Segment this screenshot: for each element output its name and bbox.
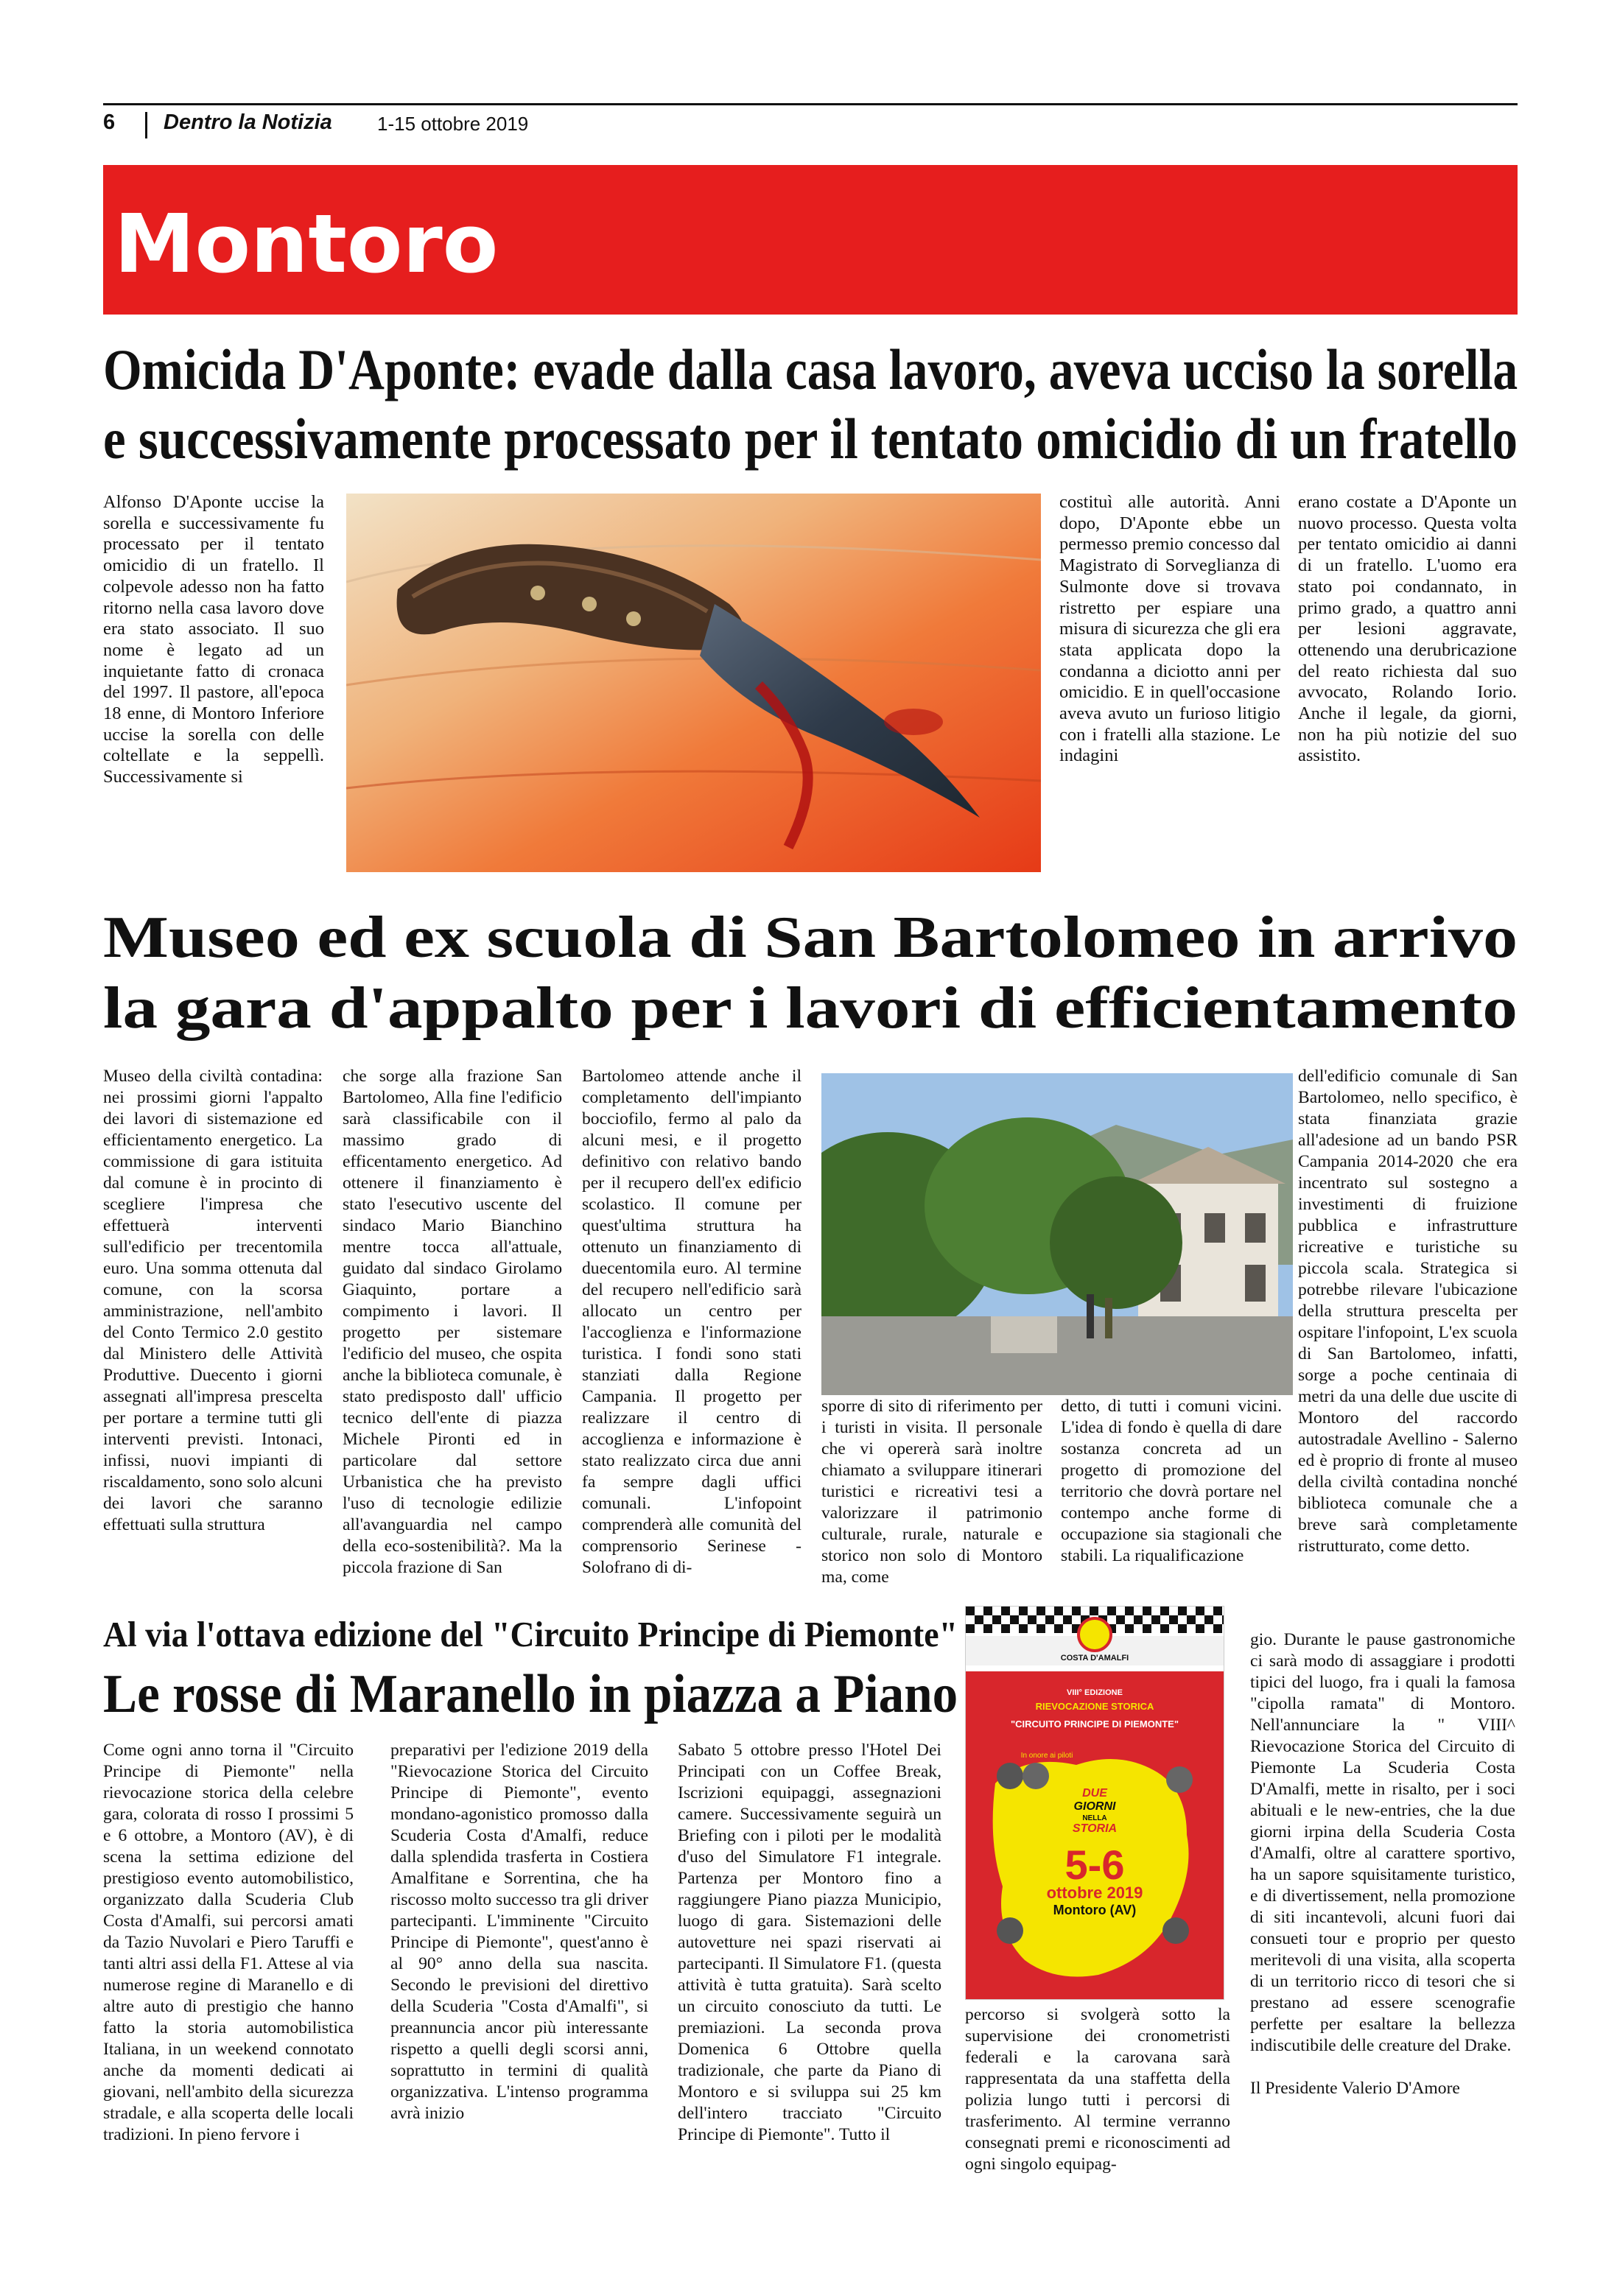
article2-headline-line1: Museo ed ex scuola di San Bartolomeo in arrivo <box>103 905 1518 970</box>
article3-kicker: Al via l'ottava edizione del "Circuito Principe di Piemonte" <box>103 1614 958 1654</box>
poster-badge-line2: GIORNI <box>1073 1800 1116 1813</box>
checker-square <box>1143 1624 1151 1633</box>
checker-square <box>983 1607 992 1615</box>
poster-subtitle: RIEVOCAZIONE STORICA <box>1035 1701 1154 1712</box>
article2-col6: dell'edificio comunale di San Bartolomeo, nello specifico, è stata finanziata grazie all'adesione ad un bando PSR Campania 2014-2020 che era incentrato sul sostegno a investimenti di fruizione pubblica e infrastrutture ricreative e turistiche su piccola scala. Strategica si potrebbe rilevare l'ubicazione della struttura prescelta per ospitare l'infopoint, L'ex scuola di San Bartolomeo, infatti, sorge a poche centinaia di metri da una delle due uscite di Montoro del raccordo autostradale Avellino - Salerno ed è proprio di fronte al museo della civiltà contadina nonché biblioteca comunale che a breve sarà completamente ristrutturato, come detto. <box>1298 1067 1518 1556</box>
checker-square <box>1222 1615 1224 1624</box>
checker-square <box>1169 1624 1178 1633</box>
checker-square <box>1196 1615 1204 1624</box>
checker-square <box>1151 1607 1160 1615</box>
checker-square <box>1196 1624 1204 1633</box>
checker-square <box>966 1624 975 1633</box>
article2-col1: Museo della civiltà contadina: nei prossimi giorni l'appalto dei lavori di sistemazione ed efficientamento energetico. La commissione di gara istituita dal comune è in procinto di scegliere l'impresa che effettuerà interventi sull'edificio per trecentomila euro. Una somma ottenuta dal comune, con la scorsa amministrazione, nell'ambito del Conto Termico 2.0 gestito dal Ministero delle Attività Produttive. Duecento i giorni assegnati all'impresa prescelta per portare a termine tutti gli interventi previsti. Intonaci, infissi, nuovi impianti di riscaldamento, sono solo alcuni dei lavori che saranno effettuati sulla struttura <box>103 1067 323 1534</box>
checker-square <box>1125 1607 1134 1615</box>
checker-square <box>1134 1615 1143 1624</box>
checker-square <box>1028 1624 1037 1633</box>
checker-square <box>1037 1624 1045 1633</box>
checker-square <box>1116 1615 1125 1624</box>
checker-square <box>1107 1615 1116 1624</box>
checker-square <box>983 1615 992 1624</box>
article2-col3: Bartolomeo attende anche il completamento dell'impianto bocciofilo, fermo al palo da alcuni mesi, e il progetto definitivo con relativo bando per il recupero dell'ex edificio scolastico. Il comune per quest'ultima struttura ha ottenuto un finanziamento di duecentomila euro. Al termine del recupero nell'edificio sarà allocato un centro per l'accoglienza e l'informazione turistica. I fondi sono stati stanziati dalla Regione Campania. Il progetto per realizzare il centro di accoglienza e informazione è stato realizzato circa due anni fa sempre dagli uffici comunali. L'infopoint comprenderà alle comunità del comprensorio Serinese - Solofrano di di- <box>582 1067 802 1577</box>
article1-col2: costituì alle autorità. Anni dopo, D'Aponte ebbe un permesso premio concesso dal Magistrato di Sorveglianza di Sulmonte dove si trovava ristretto per espiare una misura di sicurezza che gli era stata applicata dopo la condanna a diciotto anni per omicidio. E in quell'occasione aveva avuto un furioso litigio con i fratelli alla stazione. Le indagini <box>1059 492 1280 766</box>
checker-square <box>1037 1607 1045 1615</box>
checker-square <box>1081 1607 1090 1615</box>
checker-square <box>1143 1615 1151 1624</box>
checker-square <box>1010 1624 1019 1633</box>
publication-name: Dentro la Notizia <box>164 110 332 134</box>
checker-square <box>1125 1615 1134 1624</box>
article3-col5: gio. Durante le pause gastronomiche ci sarà modo di assaggiare i prodotti tipici del luogo, fra i quali la famosa "cipolla ramata" di Montoro. Nell'annunciare la " VIII^ Rievocazione Storica del Circuito di Piemonte La Scuderia Costa D'Amalfi, mette in risalto, per i soci abituali e le new-entries, che la due giorni irpina della Scuderia Costa d'Amalfi, oltre al carattere sportivo, ha un sapore squisitamente turistico, e di divertissement, nella promozione di siti incantevoli, alcuni fuori dai consueti tour e proprio per questo meritevoli di una visita, alla scoperta di un territorio ricco di tesori che si prestano ad essere scenografie perfette per esaltare la bellezza indiscutibile delle creature del Drake. Il Presidente Valerio D'Amore <box>1250 1630 1515 2098</box>
checker-square <box>1107 1607 1116 1615</box>
checker-square <box>1028 1607 1037 1615</box>
checker-square <box>1063 1615 1072 1624</box>
checker-square <box>1019 1615 1028 1624</box>
checker-square <box>983 1624 992 1633</box>
school-photo <box>821 1073 1293 1395</box>
issue-date: 1-15 ottobre 2019 <box>377 113 529 135</box>
checker-square <box>1222 1624 1224 1633</box>
checker-square <box>1001 1615 1010 1624</box>
checker-square <box>1028 1615 1037 1624</box>
poster-edition: VIII° EDIZIONE <box>1067 1688 1123 1697</box>
checker-square <box>1213 1607 1222 1615</box>
checker-square <box>1178 1624 1187 1633</box>
article2-col5: detto, di tutti i comuni vicini. L'idea di fondo è quella di dare sostanza concreta ad un progetto di promozione del territorio che dovrà portare nel contempo anche forme di occupazione sia stagionali che stabili. La riqualificazione <box>1061 1397 1282 1565</box>
checker-square <box>1072 1607 1081 1615</box>
checker-square <box>1187 1607 1196 1615</box>
poster-month: ottobre 2019 <box>1046 1884 1143 1902</box>
checker-square <box>1187 1615 1196 1624</box>
checker-square <box>1001 1607 1010 1615</box>
article2-headline <box>103 902 1518 1044</box>
checker-square <box>1160 1615 1169 1624</box>
article3-col2: preparativi per l'edizione 2019 della "Rievocazione Storica del Circuito Principe di Piemonte", evento mondano-agonistico promosso dalla Scuderia Costa d'Amalfi, reduce dalla splendida trasferta in Costiera Amalfitane e Sorrentina, che ha riscosso molto successo tra gli driver partecipanti. L'imminente "Circuito Principe di Piemonte", quest'anno è al 90° anno della sua nascita. Secondo le previsioni del direttivo della Scuderia "Costa d'Amalfi", si preannuncia ancor più interessante rispetto a quelli degli scorsi anni, soprattutto in termini di qualità organizzativa. L'intenso programma avrà inizio <box>390 1741 648 2123</box>
checker-square <box>1160 1624 1169 1633</box>
poster-badge-line4: STORIA <box>1072 1822 1118 1835</box>
checker-square <box>1151 1624 1160 1633</box>
checker-square <box>1116 1624 1125 1633</box>
checker-square <box>1090 1607 1098 1615</box>
checker-square <box>1045 1607 1054 1615</box>
article1-headline <box>103 335 1518 474</box>
checker-square <box>1169 1607 1178 1615</box>
page-number: 6 <box>103 110 116 134</box>
checker-square <box>975 1615 983 1624</box>
checker-square <box>1213 1624 1222 1633</box>
poster-title: "CIRCUITO PRINCIPE DI PIEMONTE" <box>1010 1719 1179 1730</box>
checker-square <box>1178 1615 1187 1624</box>
checker-square <box>975 1624 983 1633</box>
article1-col1: Alfonso D'Aponte uccise la sorella e successivamente fu processato per il tentato omicidio di un fratello. Il colpevole adesso non ha fatto ritorno nella casa lavoro dove era stato associato. Il suo nome è legato ad un inquietante fatto di cronaca del 1997. Il pastore, all'epoca 18 enne, di Montoro Inferiore uccise la sorella con delle coltellate e la seppellì. Successivamente si <box>103 492 324 787</box>
checker-square <box>1151 1615 1160 1624</box>
poster-badge-line1: DUE <box>1082 1787 1107 1800</box>
article3-col1: Come ogni anno torna il "Circuito Principe di Piemonte" nella rievocazione storica della celebre gara, colorata di rosso I prossimi 5 e 6 ottobre, a Montoro (AV), è di scena la settima edizione del prestigioso evento automobilistico, organizzato dalla Scuderia Club Costa d'Amalfi, sui percorsi amati da Tazio Nuvolari e Piero Taruffi e tanti altri assi della F1. Attese al via numerose regine di Maranello e di altre auto di prestigio che hanno fatto la storia automobilistica Italiana, in un weekend connotato anche da momenti dedicati ai giovani, nell'ambito della sicurezza stradale, e alla scoperta delle locali tradizioni. In pieno fervore i <box>103 1741 354 2144</box>
article3-signature: Il Presidente Valerio D'Amore <box>1250 2079 1460 2098</box>
checker-square <box>1010 1607 1019 1615</box>
checker-square <box>1019 1624 1028 1633</box>
checker-square <box>1204 1607 1213 1615</box>
school-illustration <box>821 1073 1293 1395</box>
article1-headline-line2: e successivamente processato per il tentato omicidio di un fratello <box>103 407 1518 471</box>
checker-square <box>992 1615 1001 1624</box>
checker-square <box>1178 1607 1187 1615</box>
checker-square <box>1098 1607 1107 1615</box>
checker-square <box>1063 1624 1072 1633</box>
checker-square <box>1045 1624 1054 1633</box>
top-rule <box>103 103 1518 105</box>
article3-col3: Sabato 5 ottobre presso l'Hotel Dei Principati con un Coffee Break, Iscrizioni equipaggi, assegnazioni camere. Successivamente seguirà un Briefing con i piloti per le modalità d'uso del Simulatore F1 integrale. Partenza per Montoro fino a raggiungere Piano piazza Municipio, luogo di gara. Sistemazioni delle autovetture nei spazi riservati ai partecipanti. Il Simulatore F1. (questa attività è tutta gratuita). Sarà scelto un circuito conosciuto da tutti. Le premiazioni. La seconda prova Domenica 6 Ottobre quella tradizionale, che parte da Piano di Montoro e si sviluppa sui 25 km dell'intero tracciato "Circuito Principe di Piemonte". Tutto il <box>678 1741 941 2144</box>
checker-square <box>1019 1607 1028 1615</box>
checker-square <box>966 1607 975 1615</box>
checker-square <box>1072 1615 1081 1624</box>
article2-headline-line2: la gara d'appalto per i lavori di efficientamento <box>103 976 1518 1041</box>
checker-square <box>1125 1624 1134 1633</box>
article1-headline-line1: Omicida D'Aponte: evade dalla casa lavoro, aveva ucciso la sorella <box>103 337 1518 401</box>
checker-square <box>1037 1615 1045 1624</box>
checker-square <box>1054 1615 1063 1624</box>
checker-square <box>1143 1607 1151 1615</box>
checker-square <box>1204 1624 1213 1633</box>
checker-square <box>1187 1624 1196 1633</box>
checker-square <box>1001 1624 1010 1633</box>
checker-square <box>1054 1624 1063 1633</box>
checker-square <box>1204 1615 1213 1624</box>
checker-square <box>1045 1615 1054 1624</box>
checker-square <box>1213 1615 1222 1624</box>
checker-square <box>966 1615 975 1624</box>
poster-illustration <box>966 1607 1224 1999</box>
checker-square <box>1134 1607 1143 1615</box>
knife-photo <box>346 494 1041 872</box>
article2-col4: sporre di sito di riferimento per i turisti in visita. Il personale che vi opererà sarà inoltre chiamato a sviluppare itinerari turistici e ricreativi tesi a valorizzare il patrimonio culturale, rurale, naturale e storico non solo di Montoro ma, come <box>821 1397 1042 1587</box>
poster-tagline: In onore ai piloti <box>1020 1752 1073 1760</box>
poster-badge-line3: NELLA <box>1082 1814 1107 1822</box>
checker-square <box>1134 1624 1143 1633</box>
header-divider <box>145 112 147 138</box>
checker-square <box>1169 1615 1178 1624</box>
article3-col4: percorso si svolgerà sotto la supervisione dei cronometristi federali e la carovana sarà rappresentata da una staffetta della polizia lungo tutti i percorsi di trasferimento. Al termine verranno consegnati premi e riconoscimenti ad ogni singolo equipag- <box>965 2005 1230 2174</box>
article1-col3: erano costate a D'Aponte un nuovo processo. Questa volta per tentato omicidio ai danni di un fratello. L'uomo era stato poi condannato, in primo grado, a quattro anni per lesioni aggravate, ottenendo una derubricazione del reato richiesta dal suo avvocato, Rolando Iorio. Anche il legale, da giorni, non ha più notizie del suo assistito. <box>1298 492 1517 766</box>
checker-square <box>1160 1607 1169 1615</box>
checker-square <box>1222 1607 1224 1615</box>
section-title: Montoro <box>114 197 499 291</box>
article3-headline: Le rosse di Maranello in piazza a Piano <box>103 1664 958 1724</box>
checker-square <box>1010 1615 1019 1624</box>
poster-dates: 5-6 <box>1064 1842 1125 1888</box>
article2-col2: che sorge alla frazione San Bartolomeo, Alla fine l'edificio sarà classificabile con il massimo grado di efficentamento energetico. Ad ottenere il finanziamento è stato l'esecutivo uscente del sindaco Mario Bianchino mentre tocca all'attuale, guidato dal sindaco Girolamo Giaquinto, portare a compimento i lavori. Il progetto per sistemare l'edificio del museo, che ospita anche la biblioteca comunale, è stato predisposto dall' ufficio tecnico dell'ente di piazza Michele Pironti ed in particolare dal settore Urbanistica che ha previsto l'uso di tecnologie edilizie all'avanguardia nel campo della eco-sostenibilità?. Ma la piccola frazione di San <box>343 1067 562 1577</box>
poster-place: Montoro (AV) <box>1053 1903 1137 1917</box>
checker-square <box>1063 1607 1072 1615</box>
poster-org: COSTA D'AMALFI <box>1060 1654 1129 1663</box>
checker-square <box>992 1624 1001 1633</box>
checker-square <box>1196 1607 1204 1615</box>
checker-square <box>1116 1607 1125 1615</box>
knife-illustration <box>346 494 1041 872</box>
checker-square <box>992 1607 1001 1615</box>
event-poster <box>965 1606 1224 2000</box>
checker-square <box>975 1607 983 1615</box>
checker-square <box>1054 1607 1063 1615</box>
